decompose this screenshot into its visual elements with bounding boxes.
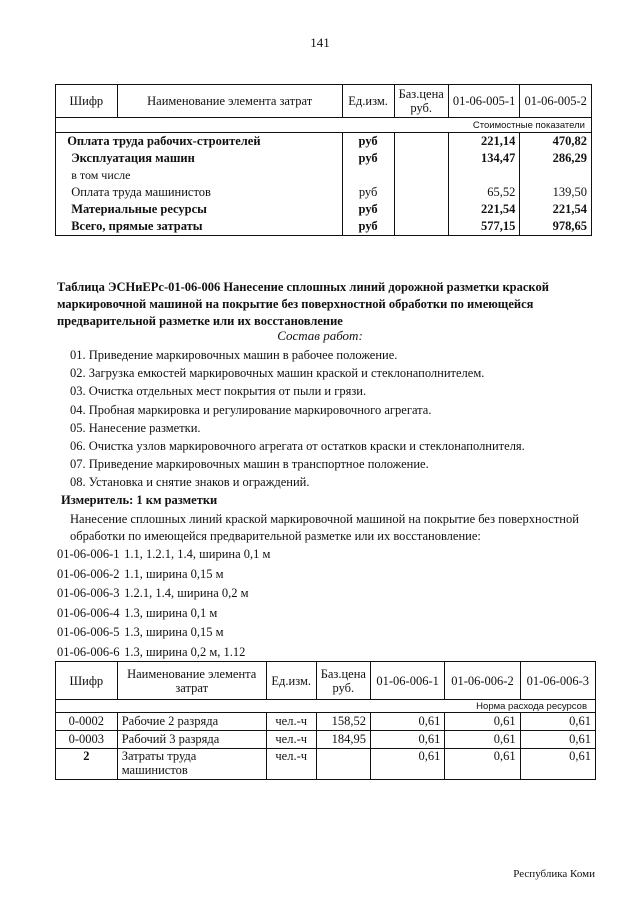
row-name: Затраты труда машинистов <box>117 749 266 780</box>
header-cell: 01-06-006-1 <box>370 662 444 700</box>
row-value: 221,54 <box>448 201 520 218</box>
page-number: 141 <box>310 35 330 50</box>
header-cell: Ед.изм. <box>266 662 316 700</box>
row-value: 221,14 <box>448 133 520 151</box>
table-row <box>56 218 592 236</box>
row-name: Материальные ресурсы <box>67 201 292 218</box>
intro-text: Нанесение сплошных линий краской маркировочной машиной на покрытие без поверхностной обработки по имеющейся предварительной разметке или их восстановление: <box>70 512 579 543</box>
row-unit: руб <box>342 133 394 151</box>
table-row <box>56 150 592 167</box>
row-value: 978,65 <box>520 218 592 236</box>
works-title: Состав работ: <box>277 328 363 343</box>
row-name: Оплата труда рабочих-строителей <box>67 133 292 151</box>
table-row <box>56 133 592 151</box>
table-row <box>56 713 596 731</box>
table-row <box>56 201 592 218</box>
list-item: 05. Нанесение разметки. <box>70 420 201 435</box>
header-cell: Ед.изм. <box>342 85 394 118</box>
list-item: 03. Очистка отдельных мест покрытия от пыли и грязи. <box>70 384 367 399</box>
row-name: Рабочий 3 разряда <box>117 731 266 749</box>
measure-unit: Измеритель: 1 км разметки <box>61 493 218 507</box>
row-value: 139,50 <box>520 184 592 201</box>
header-cell: Баз.цена руб. <box>316 662 370 700</box>
code: 01-06-006-2 <box>57 566 120 581</box>
list-item: 06. Очистка узлов маркировочного агрегата от остатков краски и стеклонаполнителя. <box>70 439 525 454</box>
code: 01-06-006-6 <box>57 644 120 659</box>
code: 01-06-006-3 <box>57 586 120 600</box>
row-value: 0,61 <box>520 731 595 749</box>
row-value: 0,61 <box>370 749 444 780</box>
table-row <box>56 184 592 201</box>
header-cell: 01-06-005-2 <box>520 85 592 118</box>
code: 01-06-006-4 <box>57 605 120 620</box>
list-item <box>57 623 270 643</box>
table-header-row <box>56 662 596 700</box>
subheader-row <box>56 700 596 713</box>
row-value: 221,54 <box>520 201 592 218</box>
list-item <box>57 643 270 663</box>
code-desc: 1.1, ширина 0,15 м <box>124 566 224 581</box>
code-desc: 1.3, ширина 0,15 м <box>124 625 224 639</box>
code-desc: 1.2.1, 1.4, ширина 0,2 м <box>124 586 249 600</box>
header-cell: 01-06-006-2 <box>445 662 520 700</box>
header-cell: Наименование элемента затрат <box>117 85 342 118</box>
row-name: в том числе <box>67 167 292 184</box>
table-row <box>56 731 596 749</box>
row-unit: руб <box>342 184 394 201</box>
row-unit: руб <box>342 218 394 236</box>
code: 01-06-006-1 <box>57 547 120 561</box>
table-row <box>56 749 596 780</box>
row-unit: руб <box>342 201 394 218</box>
row-value: 65,52 <box>448 184 520 201</box>
list-item <box>57 565 270 585</box>
row-unit: руб <box>342 150 394 167</box>
row-name: Эксплуатация машин <box>67 150 292 167</box>
code-list <box>57 545 270 662</box>
row-value: 0,61 <box>520 749 595 780</box>
row-unit: чел.-ч <box>266 749 316 780</box>
row-price: 158,52 <box>316 713 370 731</box>
row-value: 470,82 <box>520 133 592 151</box>
cost-table <box>55 84 592 236</box>
subheader-row <box>56 118 592 133</box>
header-cell: 01-06-006-3 <box>520 662 595 700</box>
row-code: 2 <box>56 749 118 780</box>
subheader-label: Стоимостные показатели <box>448 118 591 133</box>
table-header-row <box>56 85 592 118</box>
subheader-label: Норма расхода ресурсов <box>370 700 595 713</box>
list-item: 04. Пробная маркировка и регулирование маркировочного агрегата. <box>70 402 432 417</box>
row-value: 0,61 <box>520 713 595 731</box>
header-cell: Шифр <box>56 85 118 118</box>
list-item <box>57 604 270 624</box>
row-value: 0,61 <box>445 731 520 749</box>
list-item <box>57 584 270 604</box>
works-list <box>70 346 525 492</box>
code-desc: 1.1, 1.2.1, 1.4, ширина 0,1 м <box>124 547 271 561</box>
row-value: 0,61 <box>370 713 444 731</box>
resource-table <box>55 661 596 780</box>
row-unit: чел.-ч <box>266 713 316 731</box>
header-cell: Наименование элемента затрат <box>117 662 266 700</box>
list-item: 07. Приведение маркировочных машин в транспортное положение. <box>70 457 429 472</box>
list-item: 08. Установка и снятие знаков и ограждений. <box>70 475 310 490</box>
table-row <box>56 167 592 184</box>
header-cell: Шифр <box>56 662 118 700</box>
code-desc: 1.3, ширина 0,2 м, 1.12 <box>124 644 246 659</box>
row-name: Всего, прямые затраты <box>67 218 292 236</box>
row-value: 286,29 <box>520 150 592 167</box>
header-cell: 01-06-005-1 <box>448 85 520 118</box>
row-name: Оплата труда машинистов <box>67 184 292 201</box>
row-value: 0,61 <box>370 731 444 749</box>
row-value: 134,47 <box>448 150 520 167</box>
row-code: 0-0002 <box>56 713 118 731</box>
list-item: 02. Загрузка емкостей маркировочных машин краской и стеклонаполнителем. <box>70 366 485 381</box>
table-heading: Таблица ЭСНиЕРс-01-06-006 Нанесение сплошных линий дорожной разметки краской маркировочной машиной на покрытие без поверхностной обработки по имеющейся предварительной разметке или их восстановление <box>57 280 549 328</box>
list-item <box>57 545 270 565</box>
row-price: 184,95 <box>316 731 370 749</box>
header-cell: Баз.цена руб. <box>394 85 448 118</box>
row-value: 0,61 <box>445 749 520 780</box>
row-name: Рабочие 2 разряда <box>117 713 266 731</box>
code-desc: 1.3, ширина 0,1 м <box>124 605 218 620</box>
row-price <box>316 749 370 780</box>
row-value: 577,15 <box>448 218 520 236</box>
row-value: 0,61 <box>445 713 520 731</box>
row-unit: чел.-ч <box>266 731 316 749</box>
footer-region: Республика Коми <box>513 868 595 880</box>
row-code: 0-0003 <box>56 731 118 749</box>
code: 01-06-006-5 <box>57 625 120 639</box>
list-item: 01. Приведение маркировочных машин в рабочее положение. <box>70 348 398 362</box>
